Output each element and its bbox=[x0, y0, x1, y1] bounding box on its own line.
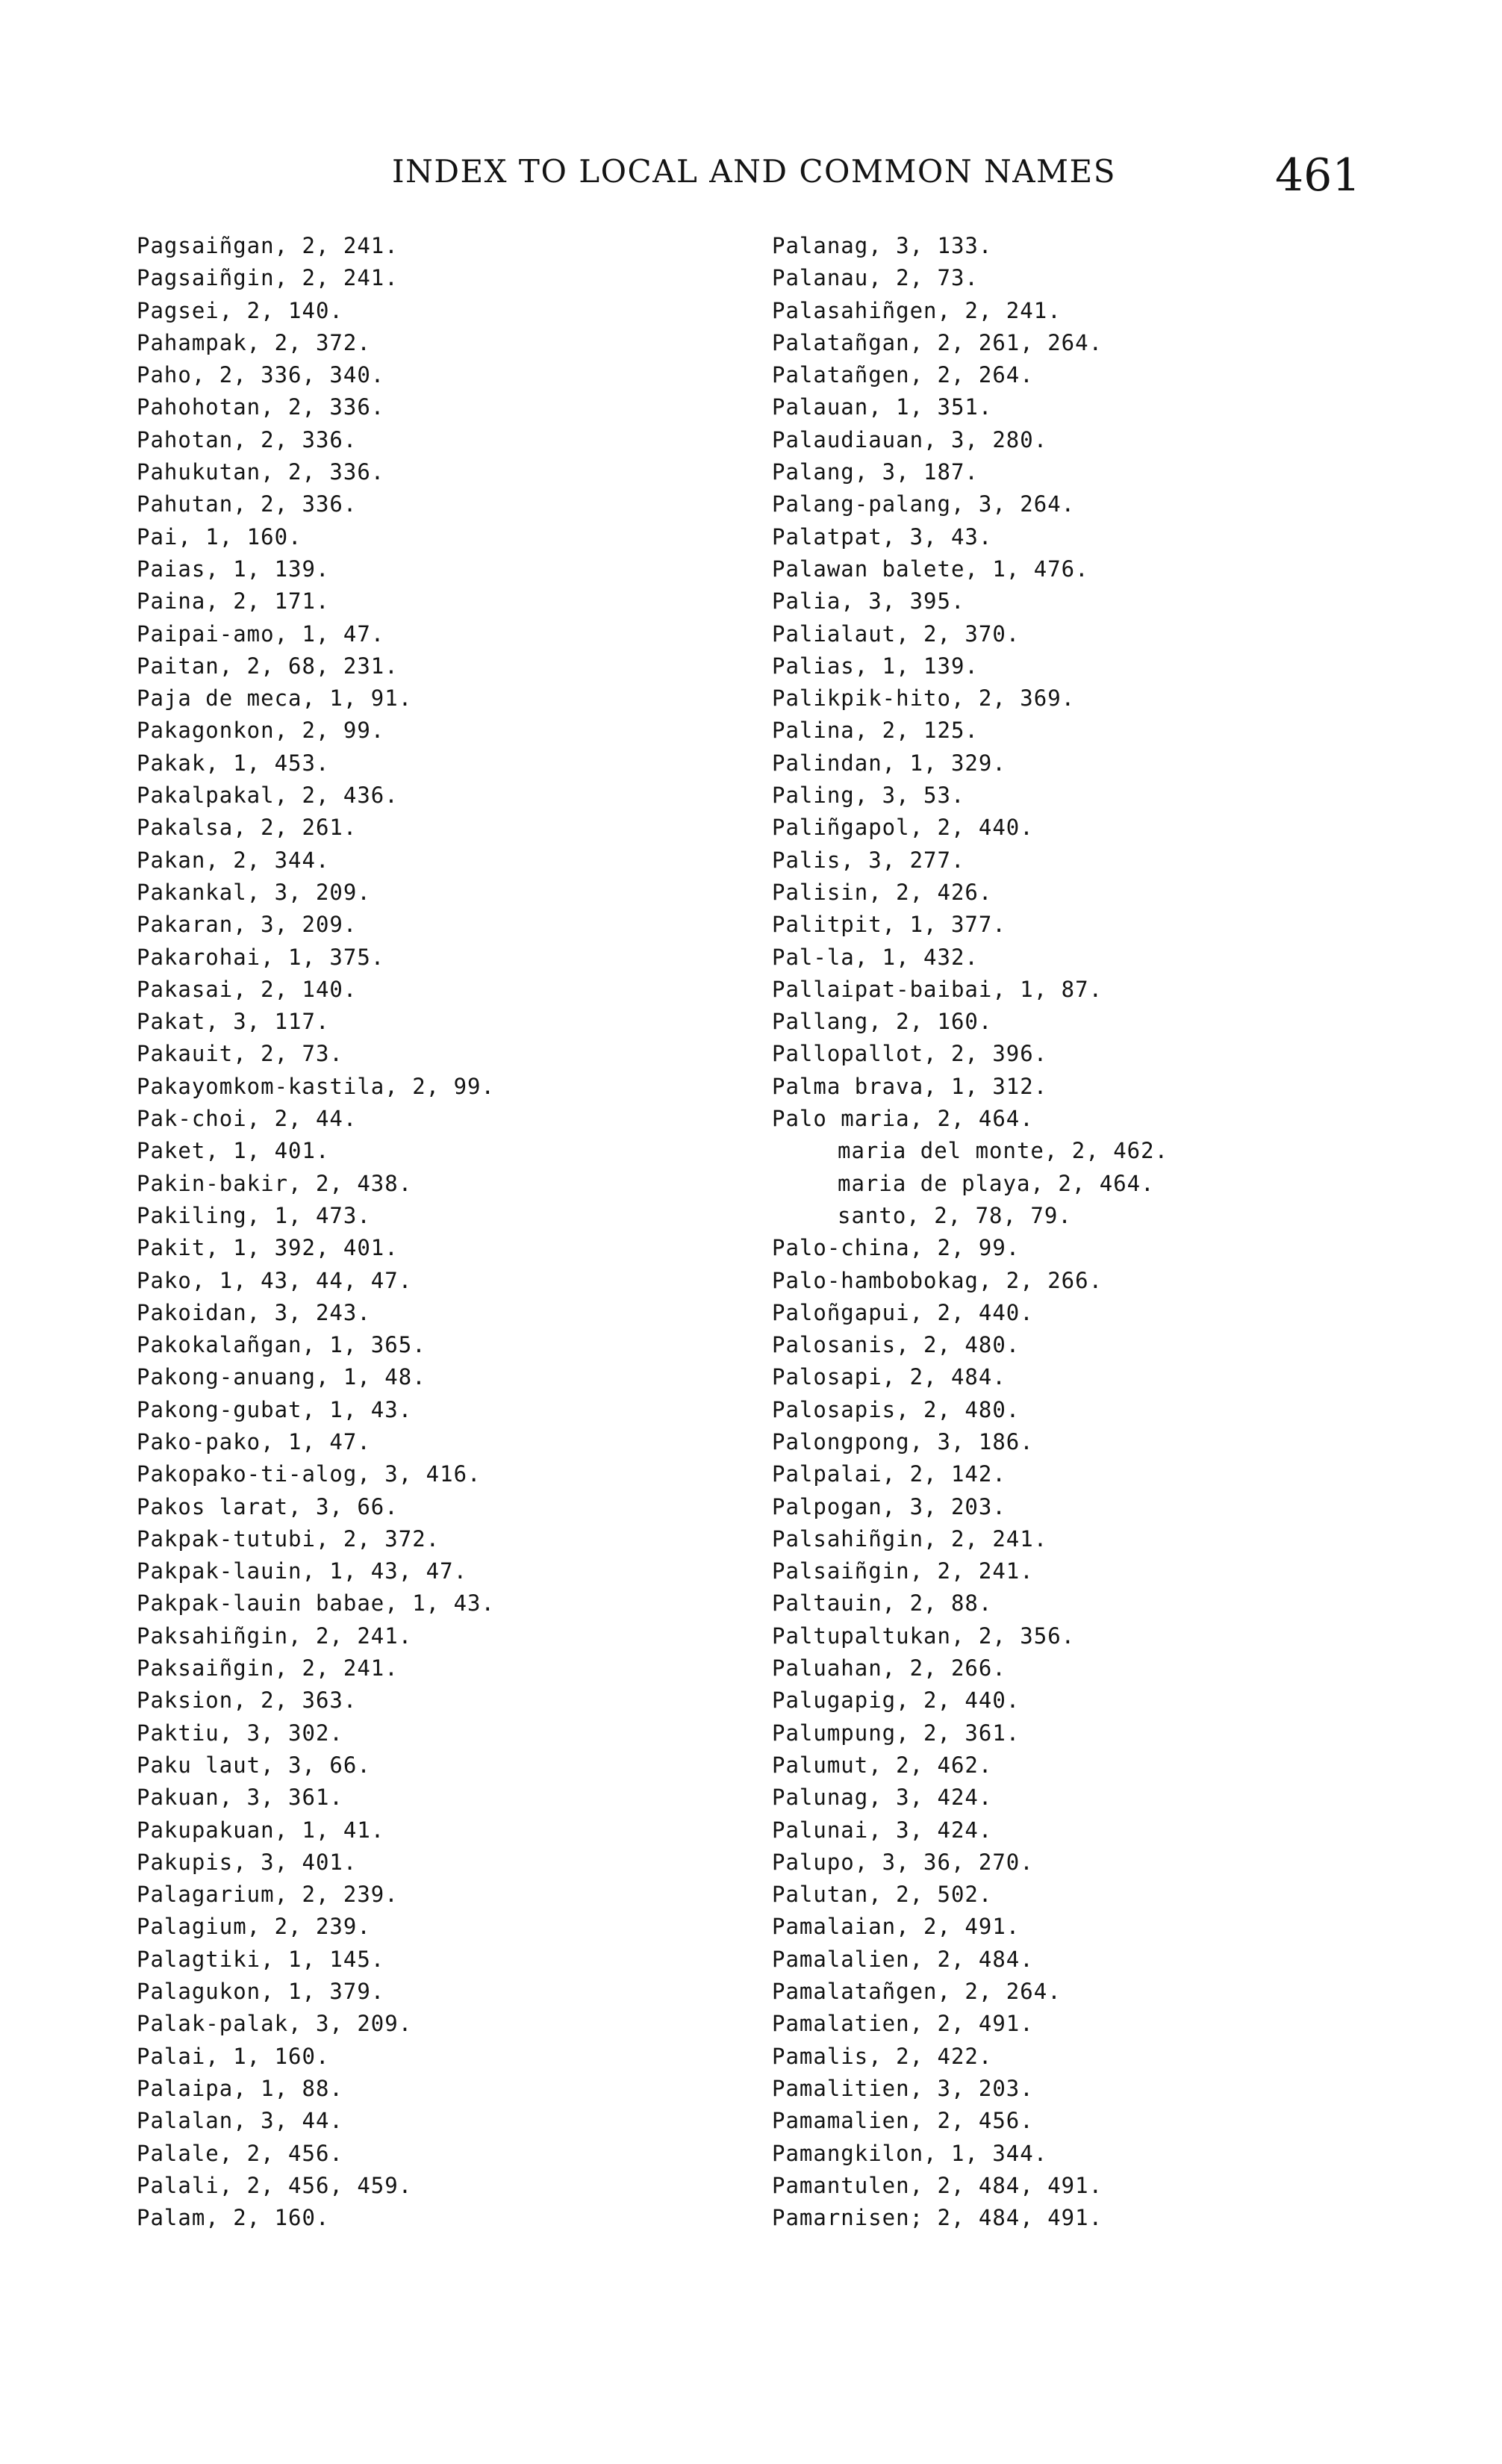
index-entry: Pakan, 2, 344. bbox=[137, 847, 330, 873]
index-entry: Palindan, 1, 329. bbox=[772, 750, 1006, 776]
index-entry: Palaipa, 1, 88. bbox=[137, 2075, 343, 2101]
index-entry: Pallaipat-baibai, 1, 87. bbox=[772, 976, 1103, 1002]
index-entry: Paho, 2, 336, 340. bbox=[137, 362, 385, 388]
index-entry: Palanag, 3, 133. bbox=[772, 233, 993, 258]
index-entry: Pagsaiñgan, 2, 241. bbox=[137, 233, 399, 258]
index-entry: Palongpong, 3, 186. bbox=[772, 1428, 1034, 1455]
index-entry: Pamamalien, 2, 456. bbox=[772, 2108, 1034, 2134]
index-entry: Pakarohai, 1, 375. bbox=[137, 944, 385, 970]
index-entry: Pamangkilon, 1, 344. bbox=[772, 2140, 1048, 2166]
index-entry: Paling, 3, 53. bbox=[772, 783, 965, 809]
index-entry: Palo-hambobokag, 2, 266. bbox=[772, 1267, 1103, 1293]
index-subentry: maria de playa, 2, 464. bbox=[838, 1170, 1155, 1196]
index-entry: Palialaut, 2, 370. bbox=[772, 620, 1020, 647]
index-entry: Palauan, 1, 351. bbox=[772, 394, 993, 420]
index-entry: Pamarnisen; 2, 484, 491. bbox=[772, 2205, 1103, 2231]
index-entry: Palitpit, 1, 377. bbox=[772, 912, 1006, 938]
index-entry: Pakong-anuang, 1, 48. bbox=[137, 1364, 426, 1390]
index-entry: Paksion, 2, 363. bbox=[137, 1687, 358, 1714]
index-entry: Pahohotan, 2, 336. bbox=[137, 394, 385, 420]
index-entry: Paloñgapui, 2, 440. bbox=[772, 1299, 1034, 1325]
index-entry: Pamantulen, 2, 484, 491. bbox=[772, 2172, 1103, 2198]
index-entry: Palam, 2, 160. bbox=[137, 2205, 330, 2231]
index-entry: Pamalatien, 2, 491. bbox=[772, 2011, 1034, 2037]
index-entry: Paksaiñgin, 2, 241. bbox=[137, 1655, 399, 1681]
index-entry: Palatañgen, 2, 264. bbox=[772, 362, 1034, 388]
index-entry: Paipai-amo, 1, 47. bbox=[137, 620, 385, 647]
index-entry: Palumut, 2, 462. bbox=[772, 1752, 993, 1778]
index-entry: Paket, 1, 401. bbox=[137, 1138, 330, 1164]
index-entry: Palang, 3, 187. bbox=[772, 459, 979, 485]
index-entry: Pamalitien, 3, 203. bbox=[772, 2075, 1034, 2101]
index-entry: Palumpung, 2, 361. bbox=[772, 1720, 1020, 1746]
index-subentry: maria del monte, 2, 462. bbox=[838, 1138, 1169, 1164]
index-entry: Pagsaiñgin, 2, 241. bbox=[137, 265, 399, 291]
index-entry: Pal-la, 1, 432. bbox=[772, 944, 979, 970]
index-entry: Pahutan, 2, 336. bbox=[137, 491, 358, 517]
index-entry: Palali, 2, 456, 459. bbox=[137, 2172, 413, 2198]
index-entry: Paku laut, 3, 66. bbox=[137, 1752, 371, 1778]
index-entry: Palikpik-hito, 2, 369. bbox=[772, 685, 1076, 712]
index-entry: Palia, 3, 395. bbox=[772, 588, 965, 615]
index-entry: Pakagonkon, 2, 99. bbox=[137, 718, 385, 744]
index-entry: Paina, 2, 171. bbox=[137, 588, 330, 615]
index-entry: Pakauit, 2, 73. bbox=[137, 1041, 343, 1067]
index-entry: Pakasai, 2, 140. bbox=[137, 976, 358, 1002]
index-entry: Pakopako-ti-alog, 3, 416. bbox=[137, 1461, 482, 1487]
index-entry: Palias, 1, 139. bbox=[772, 653, 979, 679]
index-entry: Pakupis, 3, 401. bbox=[137, 1849, 358, 1875]
index-entry: Pakaran, 3, 209. bbox=[137, 912, 358, 938]
index-entry: Paluahan, 2, 266. bbox=[772, 1655, 1006, 1681]
index-entry: Pakpak-tutubi, 2, 372. bbox=[137, 1525, 440, 1552]
index-entry: Paias, 1, 139. bbox=[137, 556, 330, 582]
index-entry: Palale, 2, 456. bbox=[137, 2140, 343, 2166]
index-entry: Pakupakuan, 1, 41. bbox=[137, 1817, 385, 1843]
index-entry: Pakpak-lauin babae, 1, 43. bbox=[137, 1590, 495, 1617]
index-entry: Paliñgapol, 2, 440. bbox=[772, 815, 1034, 841]
index-entry: Paja de meca, 1, 91. bbox=[137, 685, 413, 712]
index-entry: Pakin-bakir, 2, 438. bbox=[137, 1170, 413, 1196]
index-entry: Pakalsa, 2, 261. bbox=[137, 815, 358, 841]
index-entry: Palisin, 2, 426. bbox=[772, 879, 993, 905]
index-entry: Pakayomkom-kastila, 2, 99. bbox=[137, 1073, 495, 1099]
index-entry: Pallang, 2, 160. bbox=[772, 1009, 993, 1035]
index-entry: Palalan, 3, 44. bbox=[137, 2108, 343, 2134]
index-entry: Palpogan, 3, 203. bbox=[772, 1493, 1006, 1519]
index-column-left bbox=[137, 230, 495, 2234]
index-entry: Pakos larat, 3, 66. bbox=[137, 1493, 399, 1519]
index-entry: Palina, 2, 125. bbox=[772, 718, 979, 744]
index-entry: Pakokalañgan, 1, 365. bbox=[137, 1332, 426, 1358]
index-entry: Palak-palak, 3, 209. bbox=[137, 2011, 413, 2037]
index-entry: Palma brava, 1, 312. bbox=[772, 1073, 1048, 1099]
index-entry: Palo maria, 2, 464. bbox=[772, 1106, 1034, 1132]
index-entry: Palpalai, 2, 142. bbox=[772, 1461, 1006, 1487]
index-entry: Pako-pako, 1, 47. bbox=[137, 1428, 371, 1455]
index-entry: Pakankal, 3, 209. bbox=[137, 879, 371, 905]
index-entry: Pamalis, 2, 422. bbox=[772, 2043, 993, 2069]
index-entry: Palatañgan, 2, 261, 264. bbox=[772, 329, 1103, 355]
index-entry: Pamalaian, 2, 491. bbox=[772, 1914, 1020, 1940]
index-entry: Pak-choi, 2, 44. bbox=[137, 1106, 358, 1132]
index-entry: Palagukon, 1, 379. bbox=[137, 1979, 385, 2005]
index-entry: Palugapig, 2, 440. bbox=[772, 1687, 1020, 1714]
index-entry: Palatpat, 3, 43. bbox=[772, 523, 993, 550]
index-entry: Palawan balete, 1, 476. bbox=[772, 556, 1089, 582]
index-entry: Pahukutan, 2, 336. bbox=[137, 459, 385, 485]
index-entry: Palosapis, 2, 480. bbox=[772, 1396, 1020, 1422]
page-number: 461 bbox=[1275, 149, 1361, 202]
index-entry: Pakong-gubat, 1, 43. bbox=[137, 1396, 413, 1422]
index-entry: Palosapi, 2, 484. bbox=[772, 1364, 1006, 1390]
index-entry: Palai, 1, 160. bbox=[137, 2043, 330, 2069]
index-entry: Palupo, 3, 36, 270. bbox=[772, 1849, 1034, 1875]
index-entry: Pahotan, 2, 336. bbox=[137, 426, 358, 452]
index-entry: Pakpak-lauin, 1, 43, 47. bbox=[137, 1558, 468, 1584]
index-entry: Paktiu, 3, 302. bbox=[137, 1720, 343, 1746]
index-entry: Pakit, 1, 392, 401. bbox=[137, 1235, 399, 1261]
index-entry: Paitan, 2, 68, 231. bbox=[137, 653, 399, 679]
index-entry: Pai, 1, 160. bbox=[137, 523, 302, 550]
index-entry: Palosanis, 2, 480. bbox=[772, 1332, 1020, 1358]
index-entry: Pahampak, 2, 372. bbox=[137, 329, 371, 355]
index-entry: Pallopallot, 2, 396. bbox=[772, 1041, 1048, 1067]
index-entry: Palaudiauan, 3, 280. bbox=[772, 426, 1048, 452]
index-entry: Palagium, 2, 239. bbox=[137, 1914, 371, 1940]
index-entry: Paltupaltukan, 2, 356. bbox=[772, 1623, 1076, 1649]
index-entry: Palutan, 2, 502. bbox=[772, 1882, 993, 1908]
index-entry: Palis, 3, 277. bbox=[772, 847, 965, 873]
index-entry: Pakalpakal, 2, 436. bbox=[137, 783, 399, 809]
index-entry: Palsahiñgin, 2, 241. bbox=[772, 1525, 1048, 1552]
index-entry: Pakak, 1, 453. bbox=[137, 750, 330, 776]
index-entry: Palang-palang, 3, 264. bbox=[772, 491, 1076, 517]
index-entry: Palasahiñgen, 2, 241. bbox=[772, 297, 1062, 323]
running-header-title: INDEX TO LOCAL AND COMMON NAMES bbox=[392, 153, 1116, 190]
index-entry: Pagsei, 2, 140. bbox=[137, 297, 343, 323]
index-entry: Palsaiñgin, 2, 241. bbox=[772, 1558, 1034, 1584]
index-entry: Pako, 1, 43, 44, 47. bbox=[137, 1267, 413, 1293]
index-entry: Pakat, 3, 117. bbox=[137, 1009, 330, 1035]
index-entry: Paltauin, 2, 88. bbox=[772, 1590, 993, 1617]
index-entry: Pamalatañgen, 2, 264. bbox=[772, 1979, 1062, 2005]
index-entry: Palunai, 3, 424. bbox=[772, 1817, 993, 1843]
index-entry: Pakuan, 3, 361. bbox=[137, 1785, 343, 1811]
index-subentry: santo, 2, 78, 79. bbox=[838, 1202, 1072, 1228]
index-entry: Pakiling, 1, 473. bbox=[137, 1202, 371, 1228]
index-entry: Palagarium, 2, 239. bbox=[137, 1882, 399, 1908]
index-column-right bbox=[772, 230, 1168, 2234]
index-entry: Palo-china, 2, 99. bbox=[772, 1235, 1020, 1261]
index-entry: Pakoidan, 3, 243. bbox=[137, 1299, 371, 1325]
index-entry: Palanau, 2, 73. bbox=[772, 265, 979, 291]
index-entry: Pamalalien, 2, 484. bbox=[772, 1946, 1034, 1972]
index-entry: Palagtiki, 1, 145. bbox=[137, 1946, 385, 1972]
index-entry: Palunag, 3, 424. bbox=[772, 1785, 993, 1811]
index-entry: Paksahiñgin, 2, 241. bbox=[137, 1623, 413, 1649]
